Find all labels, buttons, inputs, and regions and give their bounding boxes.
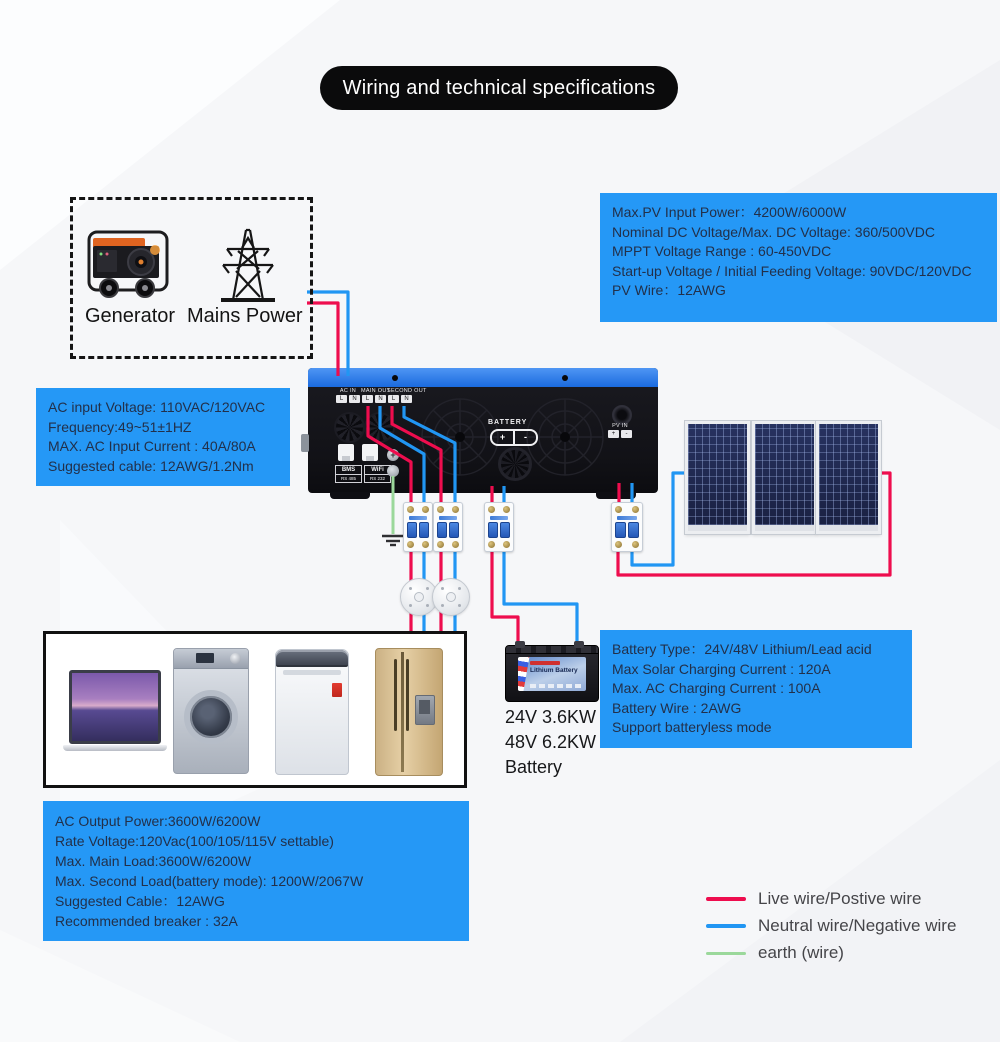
inverter-top-bar [308,368,658,387]
legend-label: Live wire/Postive wire [758,889,922,908]
inverter-device [308,368,658,493]
comm-port-labels [335,465,391,483]
terminal-l: L [362,395,373,403]
generator-icon [85,224,171,300]
spec-line: AC input Voltage: 110VAC/120VAC [48,399,266,415]
rs232-label: RS 232 [365,474,390,481]
screw-icon [562,375,568,381]
laptop [63,670,167,758]
spec-line: Battery Wire : 2AWG [612,699,742,716]
title-text: Wiring and technical specifications [342,76,656,99]
terminal-plus: + [608,430,619,438]
battery-caption-line: 24V 3.6KW [505,707,597,727]
screw-icon [392,375,398,381]
rs485-label: RS 485 [336,474,361,481]
washer-door [184,690,238,744]
spec-line: Nominal DC Voltage/Max. DC Voltage: 360/500VDC [612,223,935,240]
terminal-minus: - [621,430,632,438]
battery-specs-box [600,630,912,748]
wire-legend [706,890,956,962]
solar-panel [816,421,881,534]
spec-line: Max. Second Load(battery mode): 1200W/2067W [55,873,364,889]
terminal-l: L [388,395,399,403]
ac-in-label: AC IN [339,388,357,394]
pv-connector-icon [612,405,632,425]
power-sources-box [70,197,313,359]
spec-line: Battery Type：24V/48V Lithium/Lead acid [612,641,872,657]
round-vent-icon [334,412,365,443]
energy-sticker [332,683,342,697]
spec-line: Max. AC Charging Current : 100A [612,680,821,696]
plus-terminal: + [492,431,515,444]
washer-controls [283,670,341,675]
battery-negative-terminal [574,641,584,648]
spec-line: Suggested Cable：12AWG [55,893,225,909]
refrigerator [375,648,443,776]
spec-line: Max Solar Charging Current : 120A [612,660,831,677]
pv-specs-box [600,193,997,322]
legend-item-earth [706,944,956,962]
legend-label: earth (wire) [758,943,844,962]
battery-label-text: Lithium Battery [530,667,578,674]
load-appliances-box [43,631,467,788]
legend-label: Neutral wire/Negative wire [758,916,957,935]
legend-item-neutral [706,917,956,935]
breaker-pv [611,502,643,552]
battery-cable-gland-icon [498,447,532,481]
round-vent-icon [364,412,395,443]
bms-label: BMS [341,467,356,473]
mount-foot [596,492,636,499]
spec-line: PV Wire：12AWG [612,282,726,298]
fridge-door-gap [401,652,404,772]
battery-unit [505,645,599,702]
pv-in-label: PV IN [612,423,628,429]
main-out-label: MAIN OUT [361,388,391,394]
breaker-battery [484,502,514,552]
terminal-n: N [401,395,412,403]
top-load-washer [275,649,349,775]
breaker-second-out [433,502,463,552]
second-out-label: SECOND OUT [387,388,427,394]
solar-panel [685,421,750,534]
ac-input-specs-box [36,388,290,486]
legend-item-live [706,890,956,908]
mains-power-label: Mains Power [187,305,303,327]
terminal-n: N [349,395,360,403]
spec-line: Recommended breaker : 32A [55,913,238,929]
live-wire-swatch-icon [706,897,746,901]
earth-wire-swatch-icon [706,952,746,955]
minus-terminal: - [524,432,527,442]
generator-label: Generator [85,305,176,327]
wifi-port [362,444,378,461]
fridge-handle [406,659,409,731]
battery-label [518,657,586,691]
spec-line: MPPT Voltage Range : 60-450VDC [612,243,832,259]
bms-port [338,444,354,461]
battery-positive-terminal [515,641,525,648]
spec-line: Start-up Voltage / Initial Feeding Voltage: 90VDC/120VDC [612,262,972,279]
spec-line: Max. Main Load:3600W/6200W [55,853,252,869]
laptop-screen [69,670,161,744]
spec-line: Support batteryless mode [612,719,772,735]
ground-screw-icon: + [387,449,399,461]
spec-line: MAX. AC Input Current : 40A/80A [48,438,256,454]
title-banner [320,66,678,110]
spec-line: Rate Voltage:120Vac(100/105/115V settable) [55,833,334,849]
terminal-n: N [375,395,386,403]
transmission-tower-icon [215,224,281,302]
fridge-handle [394,659,397,731]
spec-line: Max.PV Input Power：4200W/6000W [612,204,847,220]
washer-lid [276,650,348,667]
flag-stripe-icon [518,657,530,691]
mount-foot [330,492,370,499]
laptop-base [63,745,167,751]
water-dispenser [415,695,435,725]
port-second-out [387,388,427,403]
battery-port-label: BATTERY [488,419,528,426]
battery-caption-line: Battery [505,757,563,777]
side-connector [301,434,309,452]
wifi-label: WiFi [371,467,384,473]
port-main-out [361,388,391,403]
battery-caption-line: 48V 6.2KW [505,732,597,752]
spec-line: Suggested cable: 12AWG/1.2Nm [48,457,254,474]
port-ac-in [335,388,361,403]
spec-line: Frequency:49~51±1HZ [48,418,192,435]
battery-caption [505,705,596,780]
neutral-wire-swatch-icon [706,924,746,928]
ground-screw-icon [387,465,399,477]
front-load-washer [173,648,249,774]
solar-panel [752,421,817,534]
breaker-main-out [403,502,433,552]
spec-line: AC Output Power:3600W/6200W [55,813,261,829]
battery-brand-mark [530,661,560,665]
battery-label-chips [530,684,582,688]
washer-control-panel [174,649,248,669]
ac-output-specs-box [43,801,469,941]
battery-terminals [490,429,538,446]
port-pv-in [607,423,633,438]
terminal-l: L [336,395,347,403]
junction-socket [432,578,470,616]
